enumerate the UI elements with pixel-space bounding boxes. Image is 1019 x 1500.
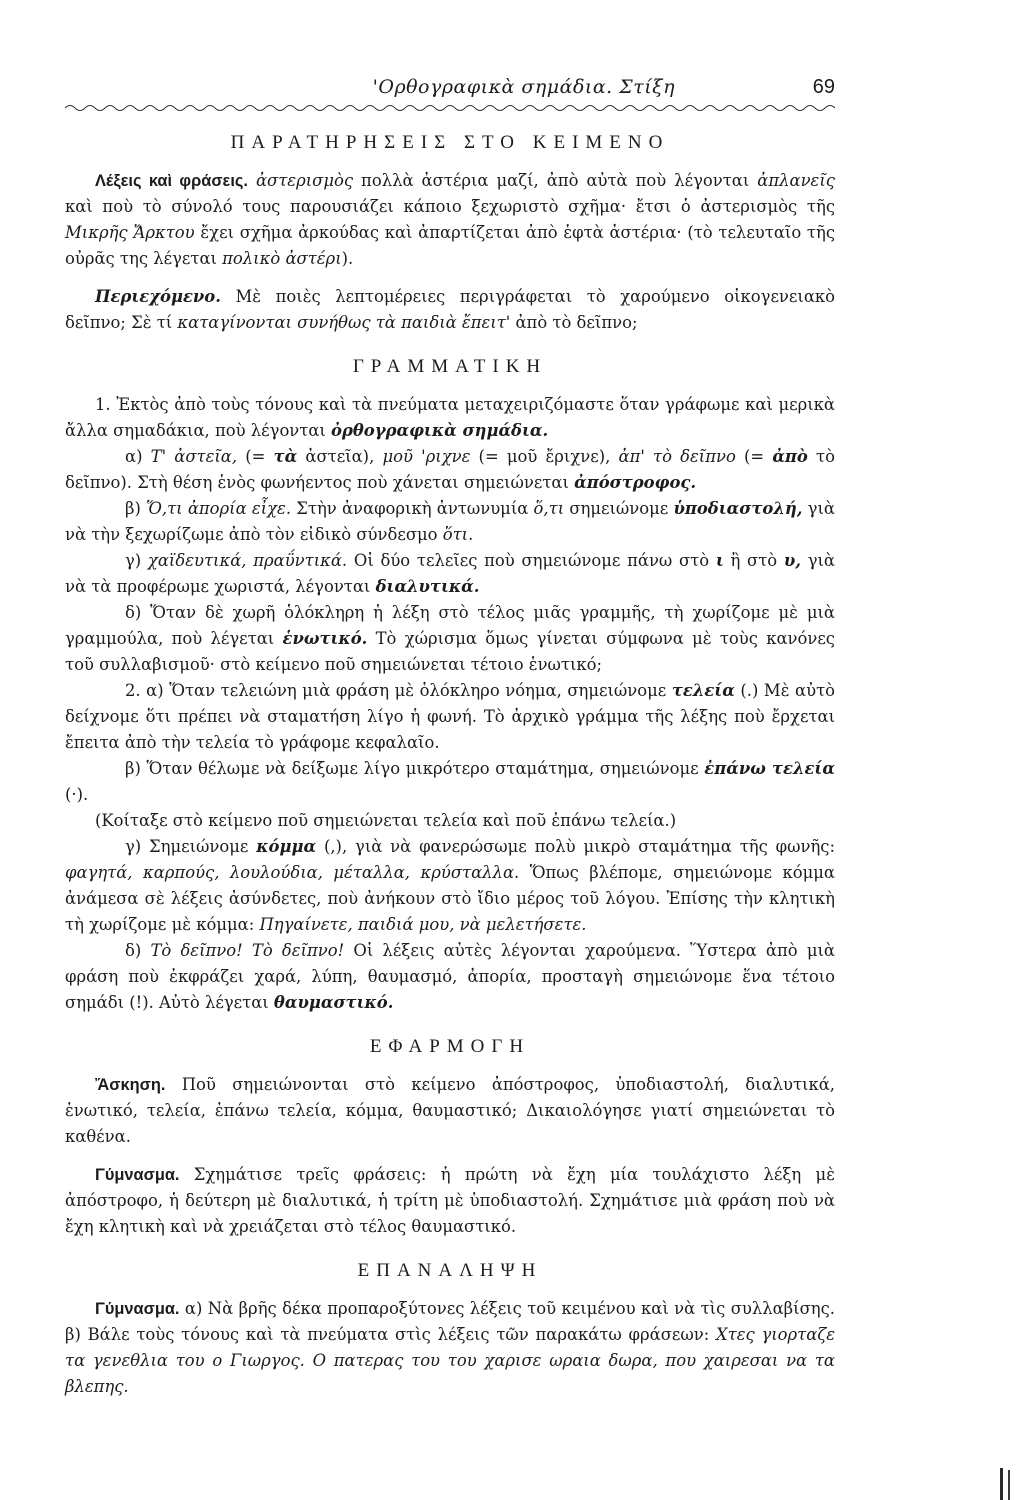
wavy-rule	[65, 102, 835, 114]
grammar-point-2b	[65, 756, 835, 808]
section-heading-application: ΕΦΑΡΜΟΓΗ	[369, 1036, 531, 1057]
text-span: Ὅπως βλέπομε, σημειώνομε κόμμα ἀνάμεσα σὲ λέξεις ἀσύνδετες, ποὺ ἀνήκουν στὸ ἴδιο μέρος τοῦ λόγου. Ἐπίσης τὴν κλητικὴ τὴ χωρίζομε μὲ κόμμα:	[65, 863, 835, 934]
text-span: καὶ ποὺ τὸ σύνολό τους παρουσιάζει κάποιο ξεχωριστὸ σχῆμα· ἔτσι ὁ ἀστερισμὸς τῆς	[65, 197, 835, 216]
text-span: ἔχει σχῆμα ἀρκούδας καὶ ἀπαρτίζεται ἀπὸ ἑφτὰ ἀστέρια· (τὸ τελευταῖο τῆς οὐρᾶς της λέγεται	[65, 223, 835, 268]
text-span: (= μοῦ ἔριχνε),	[470, 447, 619, 466]
text-span: κόμμα	[256, 837, 317, 856]
text-span: ἀπὸ τὸ δεῖπνο;	[510, 313, 638, 332]
section-heading-review: ΕΠΑΝΑΛΗΨΗ	[357, 1260, 543, 1281]
text-span: τελεία	[671, 681, 735, 700]
text-span: υ,	[783, 551, 801, 570]
grammar-point-1b	[65, 496, 835, 548]
text-span: (·).	[65, 785, 89, 804]
grammar-point-1	[65, 392, 835, 444]
grammar-point-1c	[65, 548, 835, 600]
text-span: Τ' ἀστεῖα,	[150, 447, 238, 466]
text-span: ἑνωτικό.	[282, 629, 368, 648]
text-span: Μικρῆς Ἄρκτου	[65, 223, 195, 242]
text-span: τὸ δεῖπνο). Στὴ θέση ἑνὸς φωνήεντος ποὺ χάνεται σημειώνεται	[65, 447, 835, 492]
drill-paragraph	[65, 1162, 835, 1240]
label-review-drill: Γύμνασμα.	[95, 1300, 180, 1318]
text-span: δ) Ὅταν δὲ χωρῆ ὁλόκληρη ἡ λέξη στὸ τέλος μιᾶς γραμμῆς, τὴ χωρίζομε μὲ μιὰ γραμμούλα, ποὺ λέγεται	[65, 603, 835, 648]
label-exercise: Ἄσκηση.	[95, 1076, 166, 1094]
text-span: διαλυτικά.	[375, 577, 480, 596]
text-span: Πηγαίνετε, παιδιά μου, νὰ μελετήσετε.	[259, 915, 587, 934]
text-span: γιὰ νὰ τὴν ξεχωρίζωμε ἀπὸ τὸν εἰδικὸ σύνδεσμο	[65, 499, 835, 544]
section-heading-observations: ΠΑΡΑΤΗΡΗΣΕΙΣ ΣΤΟ ΚΕΙΜΕΝΟ	[230, 132, 670, 153]
text-span: 2. α) Ὅταν τελειώνη μιὰ φράση μὲ ὁλόκληρο νόημα, σημειώνομε	[125, 681, 672, 700]
text-span: α) Νὰ βρῆς δέκα προπαροξύτονες λέξεις τοῦ κειμένου καὶ νὰ τὶς συλλαβίσης. β) Βάλε τοὺς τόνους καὶ τὰ πνεύματα στὶς λέξεις τῶν παρακάτω φράσεων:	[65, 1299, 835, 1344]
text-span: ὀρθογραφικὰ σημάδια.	[331, 421, 549, 440]
text-span: ἀπ' τὸ δεῖπνο	[618, 447, 736, 466]
text-span: Οἱ λέξεις αὐτὲς λέγονται χαρούμενα. Ὕστερα ἀπὸ μιὰ φράση ποὺ ἐκφράζει χαρά, λύπη, θαυμασμό, ἀπορία, προσταγὴ σημειώνομε ἕνα τέτοιο σημάδι (!). Αὐτὸ λέγεται	[65, 941, 835, 1012]
page-number: 69	[812, 76, 835, 98]
text-span: γ) Σημειώνομε	[125, 837, 257, 856]
running-head	[65, 70, 835, 102]
text-span: φαγητά, καρπούς, λουλούδια, μέταλλα, κρύσταλλα.	[65, 863, 520, 882]
text-span: καταγίνονται συνήθως τὰ παιδιὰ ἔπειτ'	[177, 313, 511, 332]
page-edge-mark	[1008, 1470, 1010, 1500]
running-title: 'Ορθογραφικὰ σημάδια. Στίξη	[372, 76, 675, 98]
grammar-point-2d	[65, 938, 835, 1016]
label-content: Περιεχόμενο.	[95, 287, 221, 306]
page-edge-mark	[1000, 1468, 1003, 1500]
text-span: (=	[735, 447, 773, 466]
grammar-point-1a	[65, 444, 835, 496]
text-span: ὅτι.	[442, 525, 474, 544]
text-span: β) Ὅταν θέλωμε νὰ δείξωμε λίγο μικρότερο σταμάτημα, σημειώνομε	[125, 759, 705, 778]
page	[65, 70, 835, 1400]
text-span: Οἱ δύο τελεῖες ποὺ σημειώνομε πάνω στὸ	[347, 551, 716, 570]
grammar-point-1d	[65, 600, 835, 678]
text-span: (,), γιὰ νὰ φανερώσωμε πολὺ μικρὸ σταμάτημα τῆς φωνῆς:	[316, 837, 835, 856]
text-span: Στὴν ἀναφορικὴ ἀντωνυμία	[291, 499, 534, 518]
text-span: γιὰ νὰ τὰ προφέρωμε χωριστά, λέγονται	[65, 551, 835, 596]
section-heading-grammar: ΓΡΑΜΜΑΤΙΚΗ	[352, 356, 548, 377]
grammar-point-2a	[65, 678, 835, 756]
text-span: Σχημάτισε τρεῖς φράσεις: ἡ πρώτη νὰ ἔχη μία τουλάχιστο λέξη μὲ ἀπόστροφο, ἡ δεύτερη μὲ διαλυτικά, ἡ τρίτη μὲ ὑποδιαστολή. Σχημάτισε μιὰ φράση ποὺ νὰ ἔχη κλητικὴ καὶ νὰ χρειάζεται στὸ τέλος θαυμαστικό.	[65, 1165, 835, 1236]
text-span: χαϊδευτικά, πραΰντικά.	[147, 551, 348, 570]
label-drill: Γύμνασμα.	[95, 1166, 180, 1184]
text-span: θαυμαστικό.	[273, 993, 394, 1012]
text-span: Ποῦ σημειώνονται στὸ κείμενο ἀπόστροφος, ὑποδιαστολή, διαλυτικά, ἑνωτικό, τελεία, ἐπάνω τελεία, κόμμα, θαυμαστικό; Δικαιολόγησε γιατί σημειώνεται τὸ καθένα.	[65, 1075, 835, 1146]
text-span: (=	[237, 447, 274, 466]
text-span: μοῦ 'ριχνε	[382, 447, 471, 466]
text-span: ).	[341, 249, 354, 268]
text-span: ἢ στὸ	[723, 551, 784, 570]
text-span: Ὅ,τι ἀπορία εἶχε.	[146, 499, 292, 518]
text-span: ἀπόστροφος.	[574, 473, 697, 492]
text-span: ἀστερισμὸς	[247, 171, 354, 190]
text-span: ἀπὸ	[772, 447, 808, 466]
text-span: Τὸ δεῖπνο! Τὸ δεῖπνο!	[150, 941, 345, 960]
text-span: δ)	[125, 941, 151, 960]
text-span: πολλὰ ἀστέρια μαζί, ἀπὸ αὐτὰ ποὺ λέγονται	[353, 171, 758, 190]
text-span: ι	[715, 551, 724, 570]
text-span: σημειώνομε	[564, 499, 674, 518]
text-span: τὰ	[273, 447, 298, 466]
exercise-paragraph	[65, 1072, 835, 1150]
text-span: (.) Μὲ αὐτὸ δείχνομε ὅτι πρέπει νὰ σταματήση λίγο ἡ φωνή. Τὸ ἀρχικὸ γράμμα τῆς λέξης ποὺ ἔρχεται ἔπειτα ἀπὸ τὴν τελεία τὸ γράφομε κεφαλαῖο.	[65, 681, 836, 752]
paragraph-words-phrases	[65, 168, 835, 272]
text-span: β)	[125, 499, 147, 518]
paragraph-content	[65, 284, 835, 336]
text-span: Τὸ χώρισμα ὅμως γίνεται σύμφωνα μὲ τοὺς κανόνες τοῦ συλλαβισμοῦ· στὸ κείμενο ποῦ σημειώνεται τέτοιο ἑνωτικό;	[65, 629, 835, 674]
text-span: Μὲ ποιὲς λεπτομέρειες περιγράφεται τὸ χαρούμενο οἰκογενειακὸ δεῖπνο; Σὲ τί	[65, 287, 835, 332]
text-span: γ)	[125, 551, 148, 570]
text-span: 1. Ἐκτὸς ἀπὸ τοὺς τόνους καὶ τὰ πνεύματα μεταχειριζόμαστε ὅταν γράφωμε καὶ μερικὰ ἄλλα σημαδάκια, ποὺ λέγονται	[65, 395, 835, 440]
text-span: πολικὸ ἀστέρι	[222, 249, 342, 268]
text-span: α)	[125, 447, 151, 466]
text-span: ὑποδιαστολή,	[673, 499, 803, 518]
text-span: Χτες γιορταζε τα γενεθλια του ο Γιωργος. Ο πατερας του του χαρισε ωραια δωρα, που χαιρεσαι να τα βλεπης.	[65, 1325, 835, 1396]
review-paragraph	[65, 1296, 835, 1400]
grammar-point-2c	[65, 834, 835, 938]
text-span: ἀπλανεῖς	[757, 171, 835, 190]
grammar-note: (Κοίταξε στὸ κείμενο ποῦ σημειώνεται τελεία καὶ ποῦ ἐπάνω τελεία.)	[95, 811, 677, 830]
text-span: ὅ,τι	[533, 499, 565, 518]
text-span: ἐπάνω τελεία	[704, 759, 835, 778]
text-span: ἀστεῖα),	[297, 447, 383, 466]
label-words-phrases: Λέξεις καὶ φράσεις.	[95, 172, 248, 190]
